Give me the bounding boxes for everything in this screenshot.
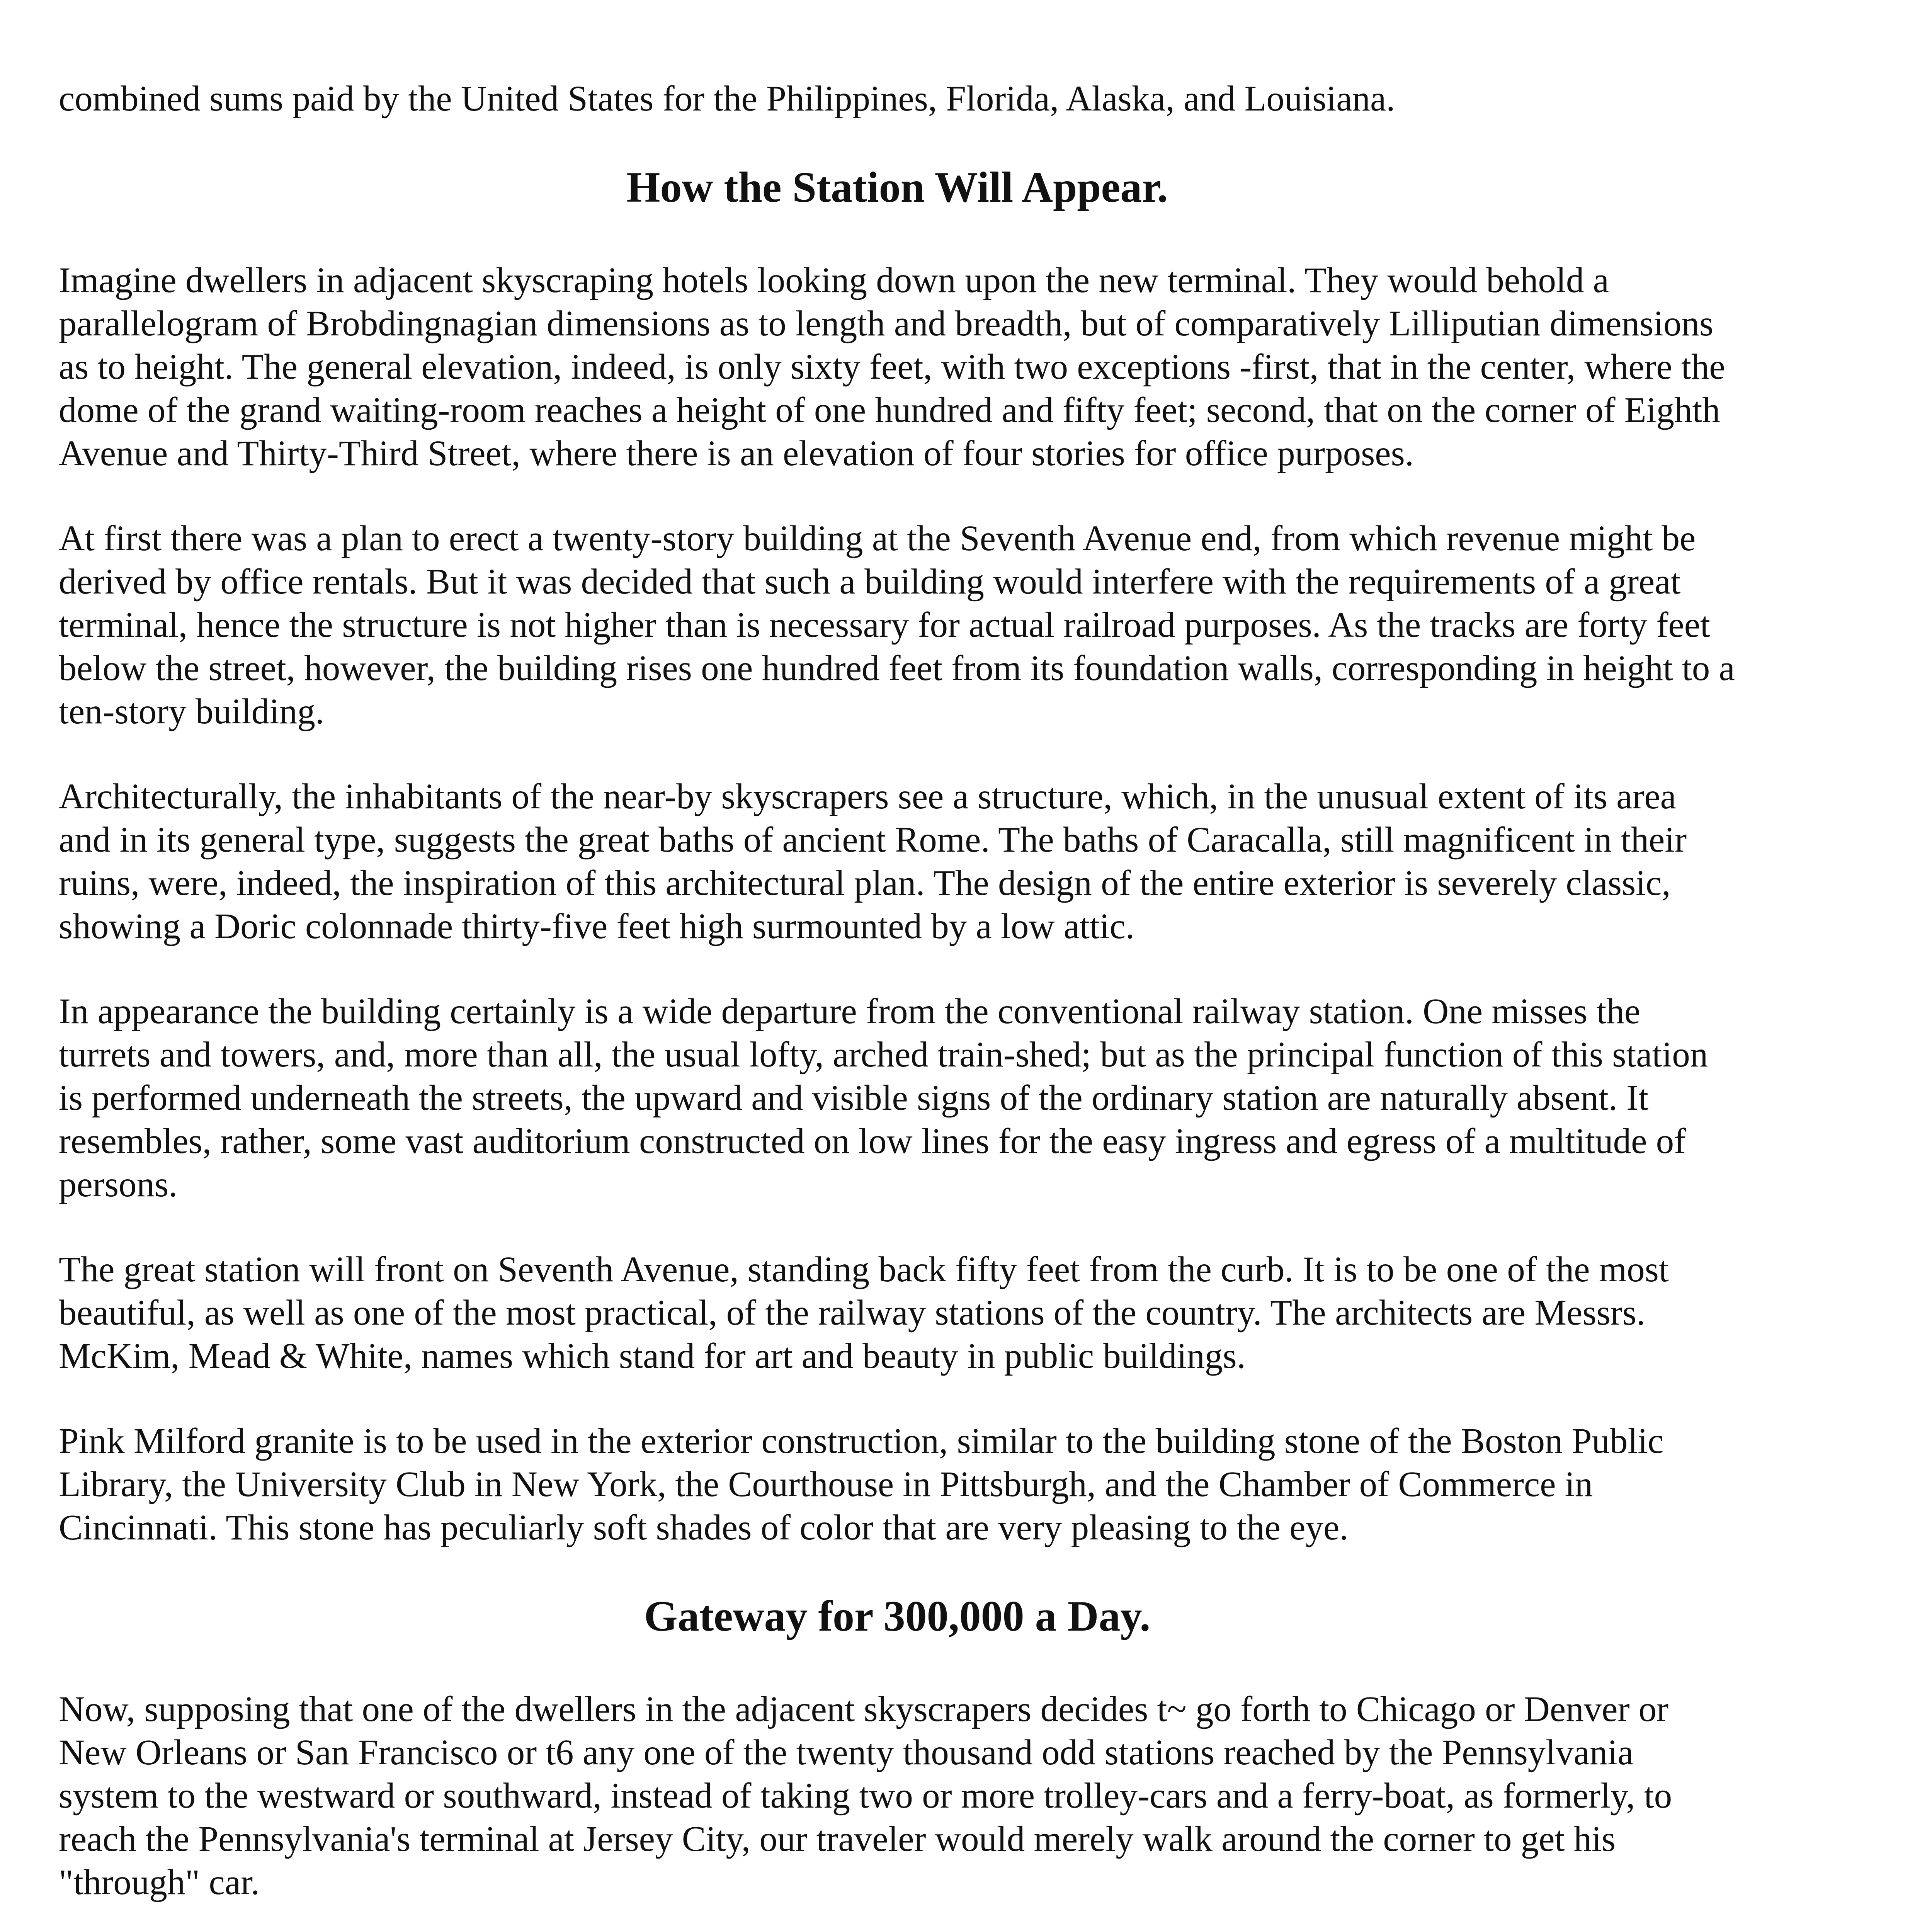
paragraph-dwellers-terminal: Imagine dwellers in adjacent skyscraping hotels looking down upon the new terminal. They would behold a parallelogram of Brobdingnagian dimensions as to length and breadth, but of comparatively Lilliputian dimensions as to height. The general elevation, indeed, is only sixty feet, with two exceptions -first, that in the center, where the dome of the grand waiting-room reaches a height of one hundred and fifty feet; second, that on the corner of Eighth Avenue and Thirty-Third Street, where there is an elevation of four stories for office purposes. bbox=[59, 260, 1725, 473]
section-heading-station-appearance: How the Station Will Appear. bbox=[626, 163, 1168, 211]
document-page bbox=[59, 77, 1736, 1932]
paragraph-architecture-rome: Architecturally, the inhabitants of the near-by skyscrapers see a structure, which, in the unusual extent of its area and in its general type, suggests the great baths of ancient Rome. The baths of Caracalla, still magnificent in their ruins, were, indeed, the inspiration of this architectural plan. The design of the entire exterior is severely classic, showing a Doric colonnade thirty-five feet high surmounted by a low attic. bbox=[59, 777, 1687, 946]
section-heading-gateway: Gateway for 300,000 a Day. bbox=[644, 1592, 1151, 1640]
opening-paragraph: combined sums paid by the United States for the Philippines, Florida, Alaska, and Louisiana. bbox=[59, 79, 1395, 119]
paragraph-departure-conventional: In appearance the building certainly is a wide departure from the conventional railway station. One misses the turrets and towers, and, more than all, the usual lofty, arched train-shed; but as the principal function of this station is performed underneath the streets, the upward and visible signs of the ordinary station are naturally absent. It resembles, rather, some vast auditorium constructed on low lines for the easy ingress and egress of a multitude of persons. bbox=[59, 992, 1708, 1204]
paragraph-seventh-avenue-front: The great station will front on Seventh Avenue, standing back fifty feet from the curb. It is to be one of the most beautiful, as well as one of the most practical, of the railway stations of the country. The architects are Messrs. McKim, Mead & White, names which stand for art and beauty in public buildings. bbox=[59, 1250, 1669, 1376]
paragraph-milford-granite: Pink Milford granite is to be used in the exterior construction, similar to the building stone of the Boston Public Library, the University Club in New York, the Courthouse in Pittsburgh, and the Chamber of Commerce in Cincinnati. This stone has peculiarly soft shades of color that are very pleasing to the eye. bbox=[59, 1421, 1664, 1548]
paragraph-twenty-story-plan: At first there was a plan to erect a twenty-story building at the Seventh Avenue end, from which revenue might be derived by office rentals. But it was decided that such a building would interfere with the requirements of a great terminal, hence the structure is not higher than is necessary for actual railroad purposes. As the tracks are forty feet below the street, however, the building rises one hundred feet from its foundation walls, corresponding in height to a ten-story building. bbox=[59, 519, 1735, 731]
paragraph-traveler-journey: Now, supposing that one of the dwellers in the adjacent skyscrapers decides t~ go forth to Chicago or Denver or New Orleans or San Francisco or t6 any one of the twenty thousand odd stations reached by the Pennsylvania system to the westward or southward, instead of taking two or more trolley-cars and a ferry-boat, as formerly, to reach the Pennsylvania's terminal at Jersey City, our traveler would merely walk around the corner to get his "through" car. bbox=[59, 1689, 1672, 1902]
